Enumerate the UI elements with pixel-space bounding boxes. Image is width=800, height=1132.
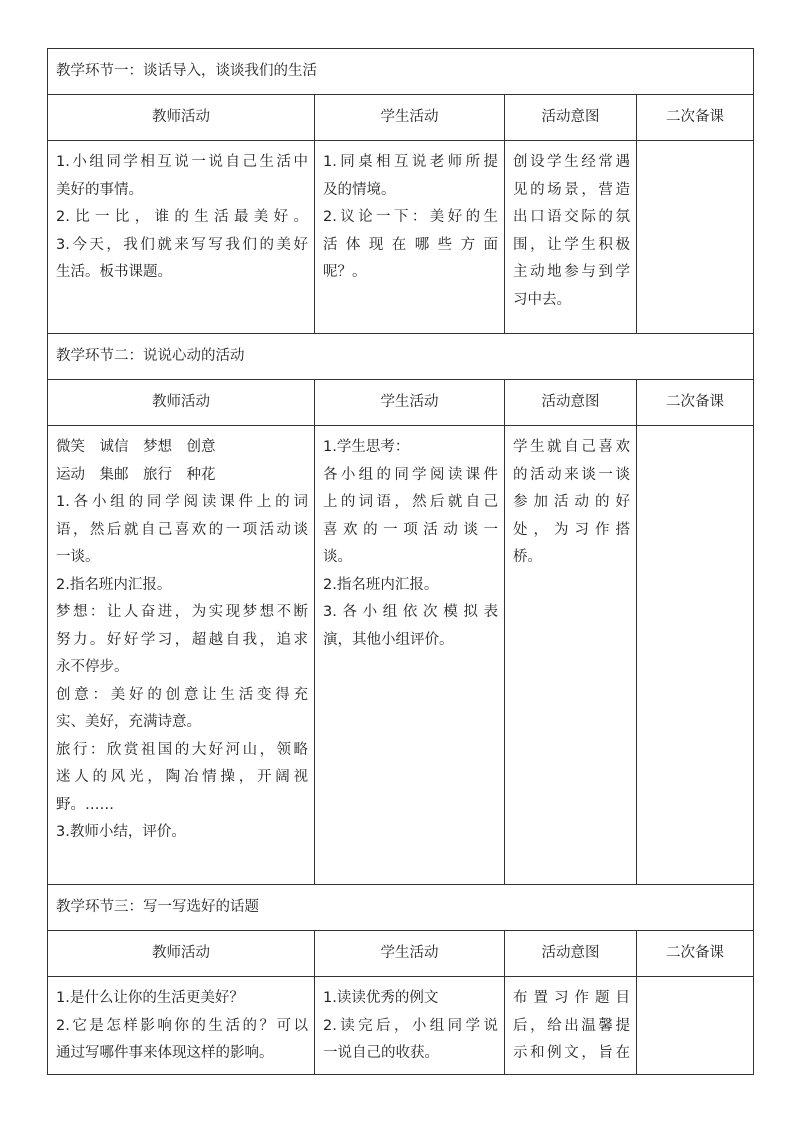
intent-line: 后，给出温馨提 — [513, 1017, 630, 1034]
teacher-line: 微笑 诚信 梦想 创意 — [56, 439, 216, 455]
intent-line: 主动地参与到学 — [513, 264, 630, 280]
teacher-line: 2.比一比，谁的生活最美好。 — [56, 209, 308, 225]
intent-line: 创设学生经常遇 — [513, 154, 630, 170]
student-line: 一说自己的收获。 — [323, 1045, 439, 1061]
student-line: 各小组的同学阅读课件 — [323, 466, 498, 483]
student-line: 谈。 — [323, 549, 352, 565]
teacher-line: 永不停步。 — [56, 659, 129, 675]
student-line: 2.读完后，小组同学说 — [323, 1017, 498, 1034]
student-cell — [315, 977, 505, 1075]
header-student-activity: 学生活动 — [315, 95, 505, 141]
intent-line: 的活动来谈一谈 — [513, 466, 630, 483]
intent-line: 参加活动的好 — [513, 494, 630, 510]
intent-line: 围，让学生积极 — [513, 236, 630, 253]
student-line: 1.读读优秀的例文 — [323, 990, 439, 1006]
intent-cell — [505, 977, 637, 1075]
column-header-row — [48, 380, 754, 426]
student-line: 上的词语，然后就自己 — [323, 494, 498, 510]
student-line: 喜欢的一项活动谈一 — [323, 521, 498, 538]
teacher-line: 实、美好，充满诗意。 — [56, 714, 201, 730]
teacher-line: 努力。好好学习，超越自我，追求 — [56, 631, 308, 648]
second-cell — [637, 141, 754, 334]
header-student-activity: 学生活动 — [315, 931, 505, 977]
section-title-row — [48, 885, 754, 931]
student-cell — [315, 141, 505, 334]
section-title-row — [48, 49, 754, 95]
teacher-cell — [48, 977, 315, 1075]
teacher-line: 3.教师小结，评价。 — [56, 824, 186, 840]
teacher-cell — [48, 141, 315, 334]
intent-line: 习中去。 — [513, 291, 571, 308]
teacher-line: 梦想：让人奋进，为实现梦想不断 — [56, 604, 308, 620]
teacher-line: 通过写哪件事来体现这样的影响。 — [56, 1045, 274, 1061]
section-title: 教学环节二：说说心动的活动 — [48, 334, 754, 380]
column-header-row — [48, 95, 754, 141]
intent-line: 见的场景，营造 — [513, 181, 630, 198]
section-title-row — [48, 334, 754, 380]
teacher-line: 运动 集邮 旅行 种花 — [56, 466, 216, 483]
teacher-line: 语，然后就自己喜欢的一项活动谈 — [56, 521, 308, 538]
intent-line: 处，为习作搭 — [513, 521, 630, 538]
teacher-line: 2.它是怎样影响你的生活的？可以 — [56, 1017, 308, 1034]
teacher-line: 3.今天，我们就来写写我们的美好 — [56, 236, 308, 253]
section-title: 教学环节一：谈话导入，谈谈我们的生活 — [48, 49, 754, 95]
student-line: 2.议论一下：美好的生 — [323, 209, 498, 225]
lesson-plan-table — [47, 48, 754, 1075]
student-cell — [315, 426, 505, 885]
teacher-line: 2.指名班内汇报。 — [56, 576, 172, 593]
teacher-line: 生活。板书课题。 — [56, 264, 172, 280]
header-teacher-activity: 教师活动 — [48, 931, 315, 977]
intent-cell — [505, 141, 637, 334]
teacher-line: 迷人的风光，陶冶情操，开阔视 — [56, 769, 308, 785]
intent-line: 布置习作题目 — [513, 990, 630, 1006]
header-second-prep: 二次备课 — [637, 380, 754, 426]
content-row — [48, 977, 754, 1075]
header-second-prep: 二次备课 — [637, 931, 754, 977]
teacher-line: 一谈。 — [56, 549, 100, 565]
intent-line: 学生就自己喜欢 — [513, 439, 630, 455]
teacher-line: 1.各小组的同学阅读课件上的词 — [56, 494, 308, 510]
content-row — [48, 426, 754, 885]
column-header-row — [48, 931, 754, 977]
student-line: 演，其他小组评价。 — [323, 631, 454, 648]
header-activity-intent: 活动意图 — [505, 95, 637, 141]
teacher-line: 1.小组同学相互说一说自己生活中 — [56, 154, 308, 170]
teacher-line: 美好的事情。 — [56, 181, 143, 198]
header-activity-intent: 活动意图 — [505, 931, 637, 977]
intent-cell — [505, 426, 637, 885]
header-activity-intent: 活动意图 — [505, 380, 637, 426]
header-teacher-activity: 教师活动 — [48, 95, 315, 141]
teacher-line: 旅行：欣赏祖国的大好河山，领略 — [56, 741, 308, 758]
student-line: 及的情境。 — [323, 181, 396, 198]
intent-line: 桥。 — [513, 549, 542, 565]
second-cell — [637, 977, 754, 1075]
content-row — [48, 141, 754, 334]
header-second-prep: 二次备课 — [637, 95, 754, 141]
teacher-line: 野。…… — [56, 796, 114, 813]
section-title: 教学环节三：写一写选好的话题 — [48, 885, 754, 931]
header-student-activity: 学生活动 — [315, 380, 505, 426]
intent-line: 示和例文，旨在 — [513, 1045, 630, 1061]
header-teacher-activity: 教师活动 — [48, 380, 315, 426]
teacher-cell — [48, 426, 315, 885]
student-line: 1.学生思考： — [323, 439, 410, 455]
second-cell — [637, 426, 754, 885]
student-line: 2.指名班内汇报。 — [323, 576, 439, 593]
teacher-line: 1.是什么让你的生活更美好？ — [56, 990, 244, 1006]
intent-line: 出口语交际的氛 — [513, 209, 630, 225]
teacher-line: 创意：美好的创意让生活变得充 — [56, 686, 308, 703]
student-line: 活体现在哪些方面 — [323, 236, 498, 253]
student-line: 呢？。 — [323, 264, 367, 280]
student-line: 1.同桌相互说老师所提 — [323, 154, 498, 170]
student-line: 3.各小组依次模拟表 — [323, 604, 498, 620]
